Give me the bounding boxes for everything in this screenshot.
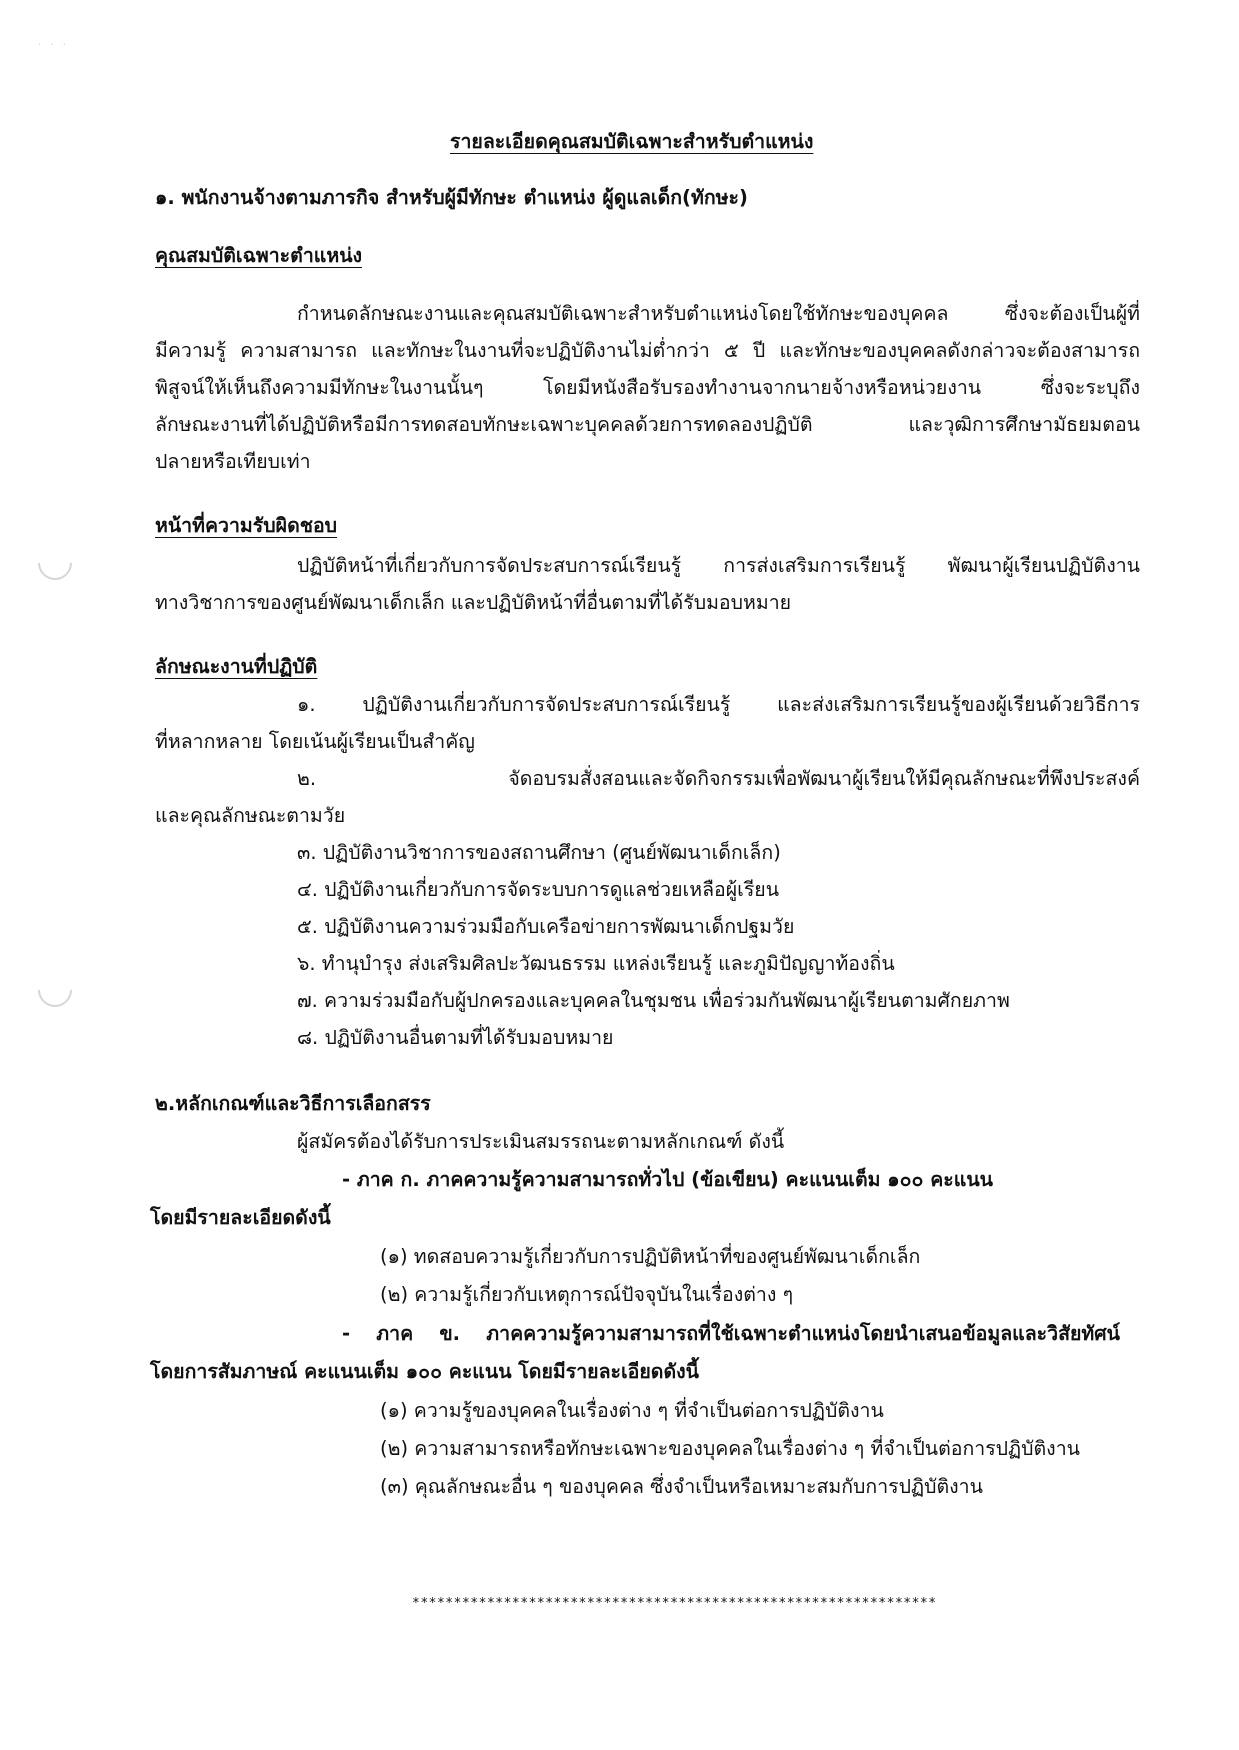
work-item: และคุณลักษณะตามวัย <box>155 804 346 827</box>
part-a-heading-cont: โดยมีรายละเอียดดังนี้ <box>150 1206 331 1229</box>
part-b-item: (๓) คุณลักษณะอื่น ๆ ของบุคคล ซึ่งจำเป็นหรือเหมาะสมกับการปฏิบัติงาน <box>380 1475 983 1498</box>
qualifications-line: พิสูจน์ให้เห็นถึงความมีทักษะในงานนั้นๆ โดยมีหนังสือรับรองทำงานจากนายจ้างหรือหน่วยงาน ซึ่งจะระบุถึง <box>155 376 1140 399</box>
page-title: รายละเอียดคุณสมบัติเฉพาะสำหรับตำแหน่ง <box>450 130 814 153</box>
work-item: ๑. ปฏิบัติงานเกี่ยวกับการจัดประสบการณ์เรียนรู้ และส่งเสริมการเรียนรู้ของผู้เรียนด้วยวิธีการ <box>297 693 1140 716</box>
criteria-intro: ผู้สมัครต้องได้รับการประเมินสมรรถนะตามหลักเกณฑ์ ดังนี้ <box>297 1130 785 1153</box>
part-a-item: (๑) ทดสอบความรู้เกี่ยวกับการปฏิบัติหน้าที่ของศูนย์พัฒนาเด็กเล็ก <box>380 1245 921 1268</box>
duties-heading: หน้าที่ความรับผิดชอบ <box>155 514 338 537</box>
criteria-heading: ๒.หลักเกณฑ์และวิธีการเลือกสรร <box>155 1092 431 1115</box>
part-b-item: (๑) ความรู้ของบุคคลในเรื่องต่าง ๆ ที่จำเป็นต่อการปฏิบัติงาน <box>380 1399 884 1422</box>
work-item: ๗. ความร่วมมือกับผู้ปกครองและบุคคลในชุมชน เพื่อร่วมกันพัฒนาผู้เรียนตามศักยภาพ <box>297 989 1010 1012</box>
qualifications-heading: คุณสมบัติเฉพาะตำแหน่ง <box>155 244 363 267</box>
position-line: ๑. พนักงานจ้างตามภารกิจ สำหรับผู้มีทักษะ ตำแหน่ง ผู้ดูแลเด็ก(ทักษะ) <box>155 186 748 209</box>
work-item: ๒. จัดอบรมสั่งสอนและจัดกิจกรรมเพื่อพัฒนาผู้เรียนให้มีคุณลักษณะที่พึงประสงค์ <box>297 767 1140 790</box>
work-item: ๕. ปฏิบัติงานความร่วมมือกับเครือข่ายการพัฒนาเด็กปฐมวัย <box>297 915 795 938</box>
scan-speck: · · · <box>38 40 69 51</box>
part-a-item: (๒) ความรู้เกี่ยวกับเหตุการณ์ปัจจุบันในเรื่องต่าง ๆ <box>380 1283 794 1306</box>
duties-line: ทางวิชาการของศูนย์พัฒนาเด็กเล็ก และปฏิบัติหน้าที่อื่นตามที่ได้รับมอบหมาย <box>155 591 792 614</box>
work-item: ๘. ปฏิบัติงานอื่นตามที่ได้รับมอบหมาย <box>297 1026 614 1049</box>
part-b-heading: - ภาค ข. ภาคความรู้ความสามารถที่ใช้เฉพาะตำแหน่งโดยนำเสนอข้อมูลและวิสัยทัศน์ <box>342 1322 1120 1345</box>
part-b-item: (๒) ความสามารถหรือทักษะเฉพาะของบุคคลในเรื่องต่าง ๆ ที่จำเป็นต่อการปฏิบัติงาน <box>380 1437 1080 1460</box>
qualifications-line: ลักษณะงานที่ได้ปฏิบัติหรือมีการทดสอบทักษะเฉพาะบุคคลด้วยการทดลองปฏิบัติ และวุฒิการศึกษามัธยมตอน <box>155 413 1140 436</box>
footer-separator: *************************************************************** <box>412 1596 937 1611</box>
qualifications-line: ปลายหรือเทียบเท่า <box>155 450 311 473</box>
qualifications-line: กำหนดลักษณะงานและคุณสมบัติเฉพาะสำหรับตำแหน่งโดยใช้ทักษะของบุคคล ซึ่งจะต้องเป็นผู้ที่ <box>297 302 1140 325</box>
work-heading: ลักษณะงานที่ปฏิบัติ <box>155 655 318 678</box>
duties-line: ปฏิบัติหน้าที่เกี่ยวกับการจัดประสบการณ์เรียนรู้ การส่งเสริมการเรียนรู้ พัฒนาผู้เรียนปฏิบัติงาน <box>297 554 1140 577</box>
punch-hole-mark <box>31 539 79 587</box>
work-item: ๓. ปฏิบัติงานวิชาการของสถานศึกษา (ศูนย์พัฒนาเด็กเล็ก) <box>297 841 781 864</box>
punch-hole-mark <box>31 966 79 1014</box>
qualifications-line: มีความรู้ ความสามารถ และทักษะในงานที่จะปฏิบัติงานไม่ต่ำกว่า ๕ ปี และทักษะของบุคคลดังกล่าวจะต้องสามารถ <box>155 339 1140 362</box>
work-item: ๖. ทำนุบำรุง ส่งเสริมศิลปะวัฒนธรรม แหล่งเรียนรู้ และภูมิปัญญาท้องถิ่น <box>297 952 895 975</box>
part-a-heading: - ภาค ก. ภาคความรู้ความสามารถทั่วไป (ข้อเขียน) คะแนนเต็ม ๑๐๐ คะแนน <box>342 1168 993 1191</box>
part-b-heading-cont: โดยการสัมภาษณ์ คะแนนเต็ม ๑๐๐ คะแนน โดยมีรายละเอียดดังนี้ <box>150 1360 699 1383</box>
work-item: ๔. ปฏิบัติงานเกี่ยวกับการจัดระบบการดูแลช่วยเหลือผู้เรียน <box>297 878 780 901</box>
work-item: ที่หลากหลาย โดยเน้นผู้เรียนเป็นสำคัญ <box>155 730 475 753</box>
